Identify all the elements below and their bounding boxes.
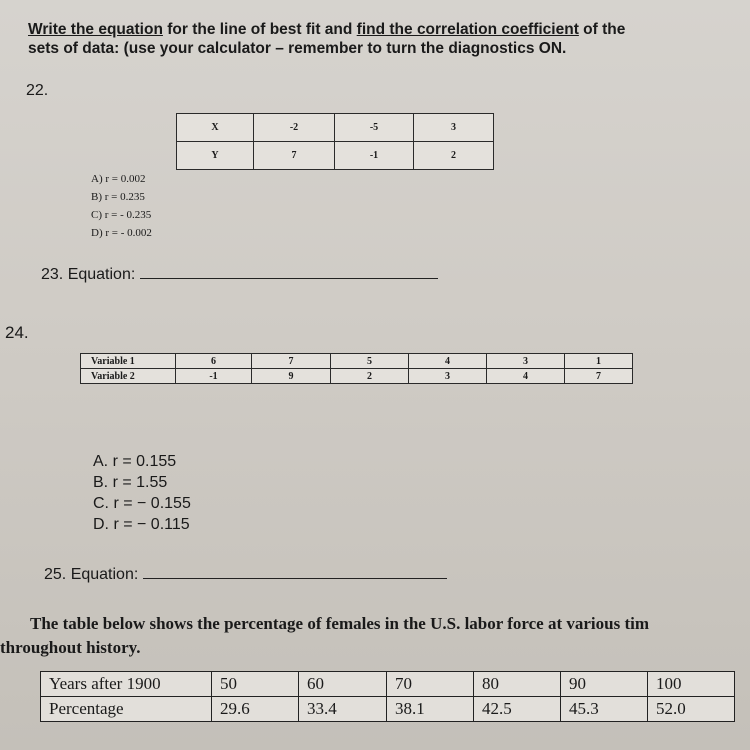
question-25-label: 25. Equation:	[44, 566, 139, 583]
table-cell: 4	[409, 354, 487, 369]
table-cell: 7	[565, 369, 633, 384]
labor-force-table	[40, 671, 735, 722]
labor-force-prompt	[0, 612, 750, 660]
table-cell: 45.3	[561, 697, 648, 722]
table-cell: 2	[331, 369, 409, 384]
question-23-label: 23. Equation:	[41, 266, 136, 283]
prompt-line-1: The table below shows the percentage of females in the U.S. labor force at various tim	[30, 614, 650, 633]
choice-c[interactable]: C. r = − 0.155	[93, 495, 191, 512]
table-cell: -1	[335, 142, 414, 170]
table-cell: 33.4	[299, 697, 387, 722]
question-25	[44, 564, 447, 584]
question-22-table	[176, 113, 494, 170]
choice-c[interactable]: C) r = - 0.235	[91, 209, 152, 221]
table-cell: X	[177, 114, 254, 142]
table-cell: -1	[176, 369, 252, 384]
table-cell: 5	[331, 354, 409, 369]
equation-25-answer-line[interactable]	[143, 564, 447, 579]
table-cell: 50	[212, 672, 299, 697]
instruction-line-2: sets of data: (use your calculator – remember to turn the diagnostics ON.	[28, 40, 567, 57]
table-cell: 7	[252, 354, 331, 369]
instruction-find-correlation: find the correlation coefficient	[356, 21, 579, 38]
table-cell: 90	[561, 672, 648, 697]
table-cell: 52.0	[648, 697, 735, 722]
table-cell: 3	[414, 114, 494, 142]
table-cell: 7	[254, 142, 335, 170]
instructions	[28, 20, 750, 58]
question-24-choices	[93, 451, 191, 535]
table-cell: 4	[487, 369, 565, 384]
table-cell: 9	[252, 369, 331, 384]
equation-23-answer-line[interactable]	[140, 264, 438, 279]
table-cell: 3	[487, 354, 565, 369]
table-cell: 70	[387, 672, 474, 697]
table-cell: 3	[409, 369, 487, 384]
table-cell: 80	[474, 672, 561, 697]
choice-b[interactable]: B. r = 1.55	[93, 474, 168, 491]
table-cell: -2	[254, 114, 335, 142]
table-cell: 42.5	[474, 697, 561, 722]
choice-a[interactable]: A) r = 0.002	[91, 173, 146, 185]
table-cell: 2	[414, 142, 494, 170]
table-cell: Years after 1900	[41, 672, 212, 697]
table-cell: -5	[335, 114, 414, 142]
table-cell: Variable 1	[81, 354, 176, 369]
table-cell: Y	[177, 142, 254, 170]
question-24-table	[80, 353, 633, 384]
question-24-number: 24.	[5, 323, 29, 342]
instruction-write-equation: Write the equation	[28, 21, 163, 38]
question-23	[41, 264, 438, 284]
table-cell: 100	[648, 672, 735, 697]
choice-a[interactable]: A. r = 0.155	[93, 453, 177, 470]
table-cell: 29.6	[212, 697, 299, 722]
table-cell: Variable 2	[81, 369, 176, 384]
instruction-text-end: of the	[578, 21, 626, 38]
question-22-choices	[91, 170, 152, 242]
table-cell: 1	[565, 354, 633, 369]
table-cell: 38.1	[387, 697, 474, 722]
choice-b[interactable]: B) r = 0.235	[91, 191, 145, 203]
choice-d[interactable]: D. r = − 0.115	[93, 516, 190, 533]
table-cell: 6	[176, 354, 252, 369]
table-cell: Percentage	[41, 697, 212, 722]
table-cell: 60	[299, 672, 387, 697]
prompt-line-2: throughout history.	[0, 638, 141, 657]
question-22-number: 22.	[26, 82, 49, 99]
instruction-text: for the line of best fit and	[162, 21, 357, 38]
choice-d[interactable]: D) r = - 0.002	[91, 227, 152, 239]
